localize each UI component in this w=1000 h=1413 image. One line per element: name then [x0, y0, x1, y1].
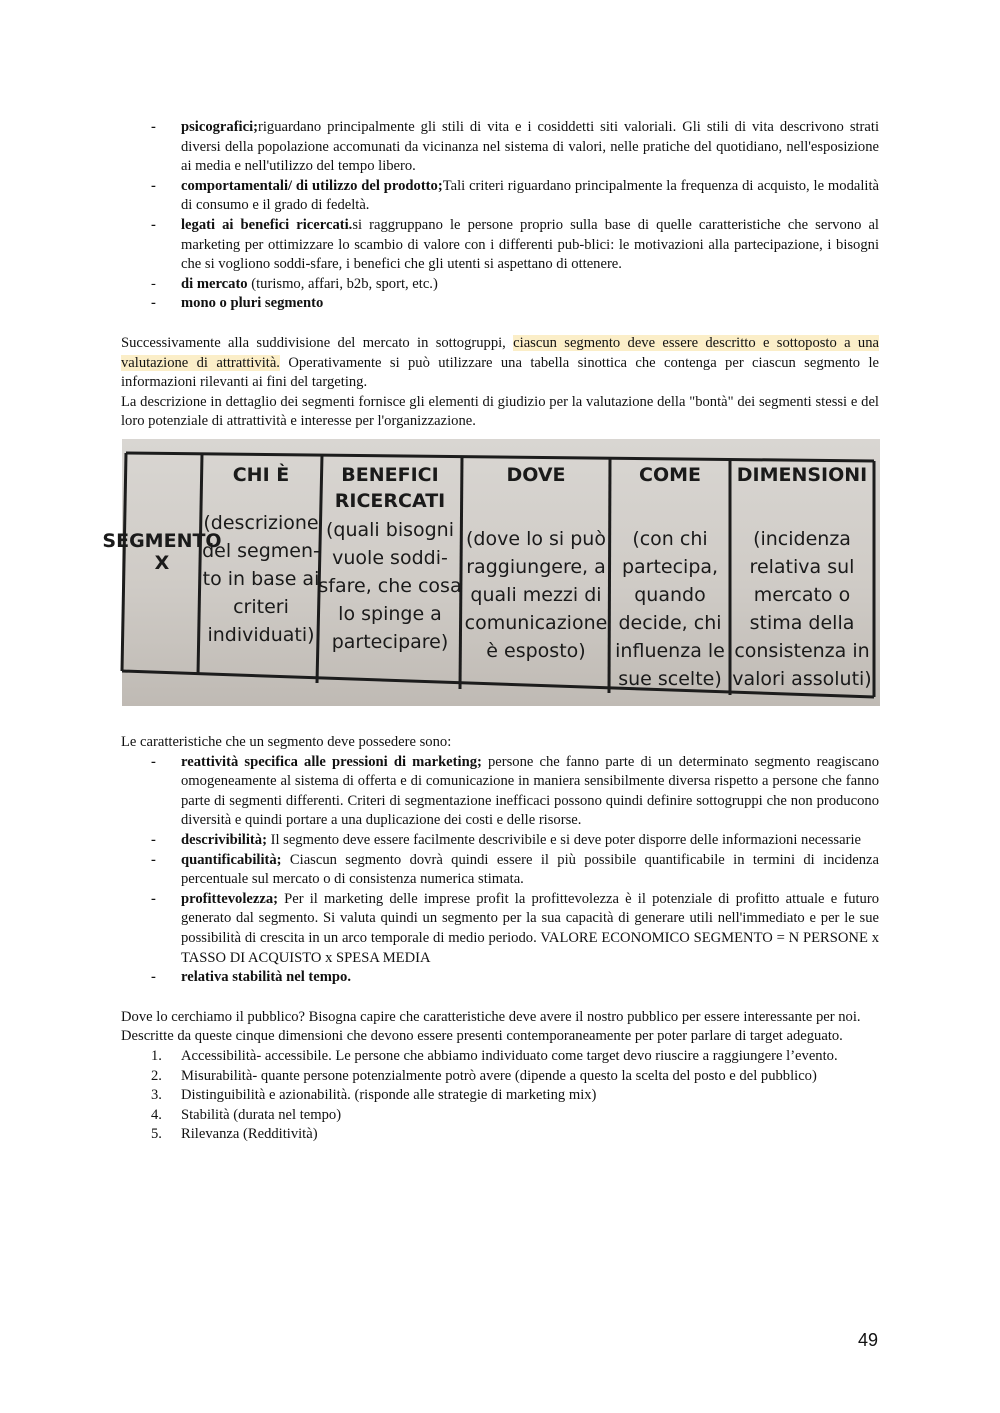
list-item-term: psicografici; — [181, 119, 259, 135]
list-item: 5. Rilevanza (Redditività) — [151, 1126, 318, 1143]
table-cell-text: consistenza in — [734, 640, 870, 662]
list-item-text: persone che fanno parte di un determinato segmento reagiscano omogeneamente al sistema di offerta e di comunicazione in maniera sensibilmente diversa rispetto a persone che fanno parte di segmenti differenti. Criteri di segmentazione inefficaci possono quindi definire sottogruppi che non producono diversità e quindi portare a una duplicazione dei costi e delle risorse. — [181, 753, 879, 829]
table-cell-text: (dove lo si può — [466, 528, 606, 550]
table-cell-text: partecipa, — [621, 556, 719, 578]
list-item: - profittevolezza; Per il marketing delle imprese profit la profittevolezza è il potenziale di profitto attuale e futuro generato dal segmento. Si valuta quindi un segmento per la sua capacità di generare utili nell'immediato e per le sue possibilità di crescita in un arco temporale di medio periodo. VALORE ECONOMICO SEGMENTO = N PERSONE x TASSO DI ACQUISTO x SPESA MEDIA — [151, 890, 879, 966]
table-cell-text: (con chi — [632, 528, 708, 550]
list-item-term: profittevolezza; — [181, 890, 278, 907]
table-cell-text: è esposto) — [486, 640, 586, 662]
table-cell-text: quando — [634, 584, 706, 606]
table-column-header: DIMENSIONI — [736, 464, 868, 486]
list-item-term: comportamentali/ di utilizzo del prodotto; — [181, 177, 443, 194]
list-item-text: (turismo, affari, b2b, sport, etc.) — [247, 275, 438, 292]
page-number: 49 — [857, 1330, 878, 1350]
segment-table-photo — [102, 439, 880, 706]
list-item: - quantificabilità; Ciascun segmento dovrà quindi essere il più possibile quantificabile in termini di incidenza percentuale sul mercato o di consistenza numerica stimata. — [151, 851, 879, 888]
table-cell-text: mercato o — [753, 584, 851, 606]
list-item: - relativa stabilità nel tempo. — [151, 969, 351, 986]
table-cell-text: sfare, che cosa — [318, 575, 462, 597]
table-cell-text: del segmen- — [202, 540, 320, 562]
list-item-text: Il segmento deve essere facilmente descrivibile e si deve poter disporre delle informazioni necessarie — [266, 831, 861, 848]
list-item-term: relativa stabilità nel tempo. — [181, 969, 351, 986]
paragraph-audience-question: Dove lo cerchiamo il pubblico? Bisogna capire che caratteristiche deve avere il nostro pubblico per essere interessante per noi. — [121, 1008, 861, 1025]
segment-table-drawing — [102, 439, 880, 706]
table-column-header: CHI È — [232, 464, 290, 486]
list-item: 2. Misurabilità- quante persone potenzialmente potrò avere (dipende a questo la scelta del posto e del pubblico) — [151, 1067, 817, 1084]
table-column-header: BENEFICI — [341, 464, 439, 486]
table-cell-text: sue scelte) — [618, 668, 722, 690]
table-cell-text: to in base ai — [202, 568, 320, 590]
table-cell-text: lo spinge a — [338, 603, 442, 625]
table-cell-text: vuole soddi- — [332, 547, 448, 569]
table-cell-text: influenza le — [615, 640, 725, 662]
list-item-term: mono o pluri segmento — [181, 295, 324, 312]
table-cell-text: (quali bisogni — [326, 519, 454, 541]
paragraph-segment-evaluation: Successivamente alla suddivisione del mercato in sottogruppi, ciascun segmento deve essere descritto e sottoposto a una valutazione di attrattività. Operativamente si può utilizzare una tabella sinottica che contenga per ciascun segmento le informazioni rilevanti ai fini del targeting. — [121, 334, 879, 391]
list-item: - descrivibilità; Il segmento deve essere facilmente descrivibile e si deve poter disporre delle informazioni necessarie — [151, 831, 861, 848]
list-item: 4. Stabilità (durata nel tempo) — [151, 1106, 342, 1123]
list-item: - psicografici;riguardano principalmente gli stili di vita e i cosiddetti siti valoriali. Gli stili di vita descrivono strati diversi della popolazione accomunati da vicinanza nel sistema di valori, nelle pratiche del quotidiano, nell'esposizione ai media e nell'utilizzo del tempo libero. — [151, 119, 879, 175]
list-item-text: riguardano principalmente gli stili di vita e i cosiddetti siti valoriali. Gli stili di vita descrivono strati diversi della popolazione accomunati da vicinanza nel sistema di valori, nelle pratiche del quotidiano, nell'esposizione ai media e nell'utilizzo del tempo libero. — [181, 119, 879, 175]
list-item-term: descrivibilità; — [181, 831, 267, 848]
list-item-term: legati ai benefici ricercati. — [181, 216, 353, 233]
table-cell-text: decide, chi — [618, 612, 722, 634]
table-cell-text: (incidenza — [753, 528, 851, 550]
list-item: - reattività specifica alle pressioni di marketing; persone che fanno parte di un determinato segmento reagiscano omogeneamente al sistema di offerta e di comunicazione in maniera sensibilmente diversa rispetto a persone che fanno parte di segmenti differenti. Criteri di segmentazione inefficaci possono quindi definire sottogruppi che non producono diversità e quindi portare a una duplicazione dei costi e delle risorse. — [151, 753, 879, 829]
table-cell-text: quali mezzi di — [470, 584, 602, 606]
table-column-header: DOVE — [506, 464, 566, 486]
list-item-term: quantificabilità; — [181, 851, 282, 868]
list-item: 1. Accessibilità- accessibile. Le persone che abbiamo individuato come target devo riuscire a raggiungere l’evento. — [151, 1047, 838, 1064]
list-item-text: Ciascun segmento dovrà quindi essere il più possibile quantificabile in termini di incidenza percentuale sul mercato o di consistenza numerica stimata. — [181, 851, 879, 888]
list-item: - mono o pluri segmento — [151, 295, 324, 312]
table-cell-text: raggiungere, a — [466, 556, 606, 578]
list-item: - comportamentali/ di utilizzo del prodotto;Tali criteri riguardano principalmente la frequenza di acquisto, le modalità di consumo e il grado di fedeltà. — [151, 177, 879, 214]
table-cell-text: comunicazione — [464, 612, 608, 634]
segmentation-criteria-list — [121, 118, 879, 314]
paragraph-segment-description: La descrizione in dettaglio dei segmenti fornisce gli elementi di giudizio per la valutazione della "bontà" dei segmenti stessi e del loro potenziale di attrattività e interesse per l'organizzazione. — [121, 393, 879, 430]
list-item: - legati ai benefici ricercati.si raggruppano le persone proprio sulla base di quelle caratteristiche che servono al marketing per ottimizzare lo scambio di valore con i differenti pub-blici: le motivazioni alla partecipazione, i bisogni che si vogliono soddi-sfare, i benefici che gli utenti si aspettano di ottenere. — [151, 216, 879, 273]
table-column-header: RICERCATI — [334, 490, 446, 512]
table-row-label: X — [154, 552, 170, 574]
table-cell-text: partecipare) — [331, 631, 449, 653]
table-cell-text: criteri — [233, 596, 289, 618]
table-row-label: SEGMENTO — [102, 530, 222, 552]
table-cell-text: valori assoluti) — [732, 668, 872, 690]
document-body-lower — [121, 733, 879, 1145]
highlighted-text: ciascun segmento deve essere descritto e sottoposto a una valutazione di attrattività. — [121, 334, 879, 371]
table-cell-text: relativa sul — [749, 556, 855, 578]
segment-characteristics-list — [121, 753, 879, 988]
paragraph-target-dimensions: Descritte da queste cinque dimensioni che devono essere presenti contemporaneamente per poter parlare di target adeguato. — [121, 1028, 843, 1045]
table-cell-text: stima della — [749, 612, 855, 634]
document-body — [121, 118, 879, 432]
table-column-header: COME — [639, 464, 701, 486]
list-item-term: reattività specifica alle pressioni di marketing; — [181, 753, 482, 770]
target-dimensions-list — [121, 1047, 879, 1145]
list-item-text: si raggruppano le persone proprio sulla base di quelle caratteristiche che servono al marketing per ottimizzare lo scambio di valore con i differenti pub-blici: le motivazioni alla partecipazione, i bisogni che si vogliono soddi-sfare, i benefici che gli utenti si aspettano di ottenere. — [181, 216, 879, 273]
list-item-term: di mercato — [181, 275, 248, 292]
list-item-text: Per il marketing delle imprese profit la profittevolezza è il potenziale di profitto attuale e futuro generato dal segmento. Si valuta quindi un segmento per la sua capacità di generare utili nell'immediato e per le sue possibilità di crescita in un arco temporale di medio periodo. VALORE ECONOMICO SEGMENTO = N PERSONE x TASSO DI ACQUISTO x SPESA MEDIA — [181, 890, 879, 966]
table-cell-text: individuati) — [207, 624, 315, 646]
table-cell-text: (descrizione — [203, 512, 319, 534]
list-item-text: Tali criteri riguardano principalmente la frequenza di acquisto, le modalità di consumo e il grado di fedeltà. — [181, 177, 879, 214]
list-item: 3. Distinguibilità e azionabilità. (risponde alle strategie di marketing mix) — [151, 1087, 597, 1104]
list-item: - di mercato (turismo, affari, b2b, sport, etc.) — [151, 275, 438, 292]
paragraph-characteristics-intro: Le caratteristiche che un segmento deve possedere sono: — [121, 734, 452, 750]
